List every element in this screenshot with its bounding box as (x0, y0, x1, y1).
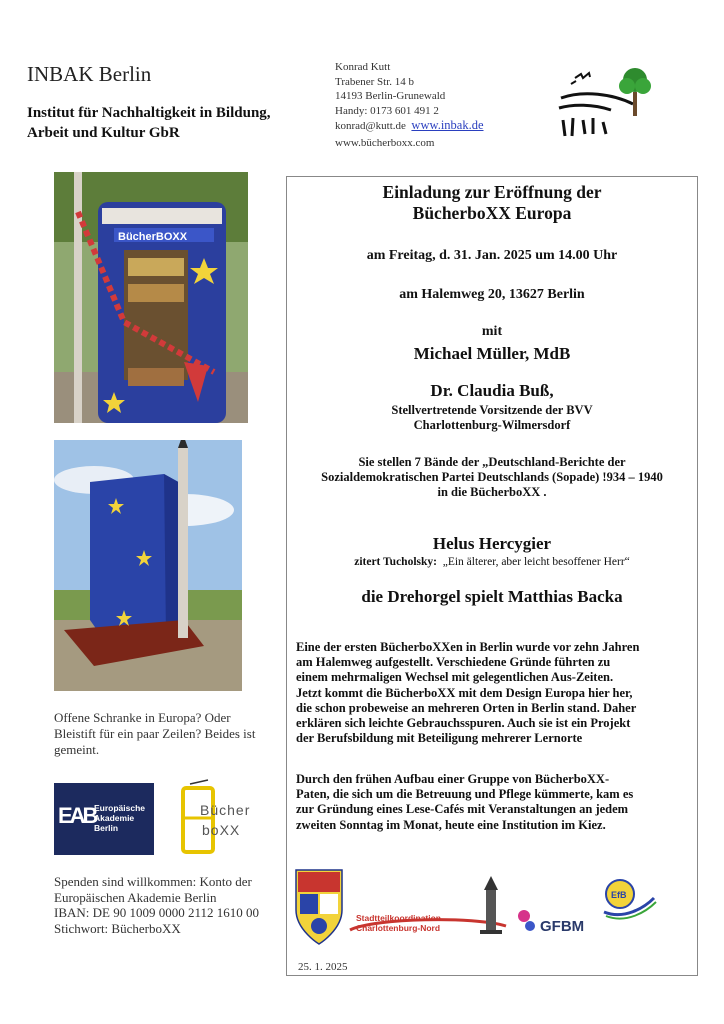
invitation-title-line1: Einladung zur Eröffnung der (382, 182, 602, 202)
books-line2: Sozialdemokratischen Partei Deutschlands (Sopade) !934 – 1940 (321, 470, 663, 484)
with-label: mit (481, 324, 503, 339)
contact-email: konrad@kutt.de (335, 120, 406, 133)
website2: www.bücherboxx.com (335, 136, 435, 149)
hercygier-quote (286, 556, 698, 568)
org-subtitle-line1: Institut für Nachhaltigkeit in Bildung, (27, 105, 271, 121)
history-line: einem mehrmaligen Wechsel mit gelegentlichen Aus-Zeiten. (296, 670, 614, 685)
guest-mueller: Michael Müller, MdB (413, 344, 571, 363)
contact-block (335, 60, 484, 151)
patrons-line: zur Gründung eines Lese-Cafés mit Veranstaltungen an jedem (296, 802, 629, 817)
contact-phone: Handy: 0173 601 491 2 (335, 104, 439, 117)
history-line: Eine der ersten BücherboXXen in Berlin wurde vor zehn Jahren (296, 640, 640, 654)
donate-line2: Europäischen Akademie Berlin (54, 889, 217, 905)
org-subtitle-line2: Arbeit und Kultur GbR (27, 125, 180, 141)
history-line: die schon probeweise an mehreren Orten in Berlin stand. Daher (296, 700, 637, 715)
books-announcement (286, 455, 698, 500)
patrons-paragraph (296, 772, 692, 833)
patrons-line: Paten, die sich um die Betreuung und Pflege kümmerte, kam es (296, 787, 634, 802)
invitation-title (286, 182, 698, 224)
contact-name: Konrad Kutt (335, 61, 391, 73)
ea-logo-mark: EAB (58, 803, 96, 828)
stadtteil-line2: Charlottenburg-Nord (356, 923, 441, 933)
patrons-line: Durch den frühen Aufbau einer Gruppe von BücherboXX- (296, 772, 610, 786)
guest-buss-role-line2: Charlottenburg-Wilmersdorf (413, 418, 571, 432)
gfbm-label: GFBM (540, 918, 585, 935)
history-line: am Halemweg aufgestellt. Verschiedene Gründe führten zu (296, 655, 611, 670)
bb-logo-line2: boXX (202, 822, 241, 838)
donation-info (54, 874, 294, 936)
donate-line1: Spenden sind willkommen: Konto der (54, 874, 252, 889)
contact-city: 14193 Berlin-Grunewald (335, 90, 446, 103)
ea-logo-line1: Europäische (94, 803, 146, 813)
guest-hercygier: Helus Hercygier (432, 534, 552, 553)
guest-buss: Dr. Claudia Buß, (430, 381, 554, 400)
document-date: 25. 1. 2025 (298, 961, 348, 973)
inbak-logo-icon (553, 60, 657, 140)
ea-logo-line2: Akademie (94, 813, 135, 823)
history-paragraph (296, 640, 692, 746)
ea-logo-line3: Berlin (94, 823, 119, 833)
history-line: der Berufsbildung mit Beteiligung mehrerer Lernorte (296, 731, 583, 746)
quote-text: „Ein älterer, aber leicht besoffener Herr“ (442, 556, 630, 568)
books-line3: in die BücherboXX . (437, 485, 547, 499)
efb-label: EfB (611, 890, 627, 900)
org-subtitle (27, 103, 317, 143)
donate-line3: IBAN: DE 90 1009 0000 2112 1610 00 (54, 905, 259, 920)
partner-logos (294, 868, 694, 948)
event-date: am Freitag, d. 31. Jan. 2025 um 14.00 Uhr (366, 248, 618, 263)
gfbm-logo (518, 910, 584, 935)
photo-caption: Offene Schranke in Europa? Oder Bleistift für ein paar Zeilen? Beides ist gemeint. (54, 710, 256, 757)
photo-bookbox-closed (54, 440, 242, 691)
website-link[interactable]: www.inbak.de (411, 118, 484, 133)
europaeische-akademie-logo (54, 783, 154, 855)
photo-bookbox-label: BücherBOXX (118, 231, 188, 243)
books-line1: Sie stellen 7 Bände der „Deutschland-Berichte der (358, 455, 626, 469)
invitation-title-line2: BücherboXX Europa (412, 203, 572, 223)
photo-bookbox-open (54, 172, 248, 423)
patrons-line: zweiten Sonntag im Monat, heute eine Institution im Kiez. (296, 817, 606, 832)
contact-street: Trabener Str. 14 b (335, 75, 415, 88)
efb-logo (604, 880, 656, 919)
bb-logo-line1: Bücher (200, 802, 251, 818)
guest-buss-role (286, 403, 698, 433)
buecherboxx-logo (180, 778, 260, 856)
stadtteil-line1: Stadtteilkoordination (356, 913, 441, 923)
org-name: INBAK Berlin (27, 62, 152, 86)
barrel-organ-note: die Drehorgel spielt Matthias Backa (361, 587, 623, 606)
history-line: Jetzt kommt die BücherboXX mit dem Design Europa hier her, (296, 685, 633, 700)
event-address: am Halemweg 20, 13627 Berlin (399, 287, 585, 302)
guest-buss-role-line1: Stellvertretende Vorsitzende der BVV (391, 403, 593, 417)
district-coat-of-arms-icon (296, 870, 342, 944)
quote-prefix: zitert Tucholsky: (354, 556, 437, 568)
donate-line4: Stichwort: BücherboXX (54, 920, 181, 936)
history-line: erklären sich leichte Gebrauchsspuren. Auch sie ist ein Projekt (296, 716, 631, 731)
